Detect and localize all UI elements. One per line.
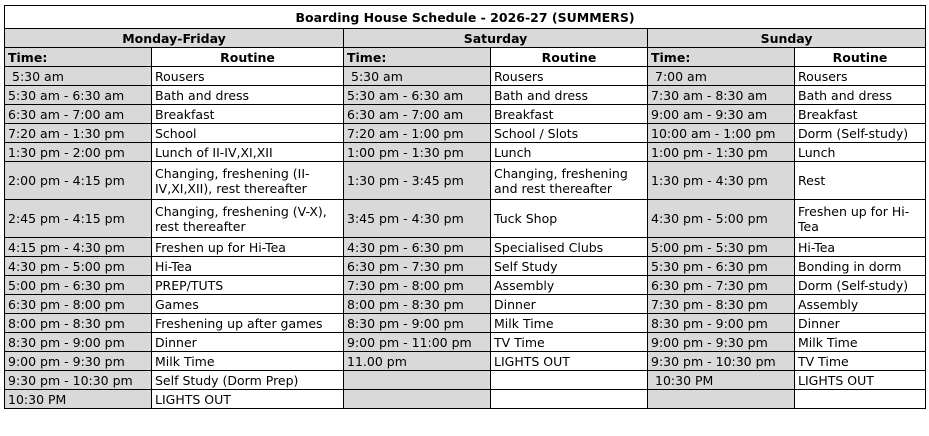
time-cell: 11.00 pm <box>344 352 491 371</box>
time-cell: 9:00 pm - 9:30 pm <box>648 333 795 352</box>
time-cell: 9:00 pm - 11:00 pm <box>344 333 491 352</box>
time-cell: 8:30 pm - 9:00 pm <box>344 314 491 333</box>
schedule-row <box>5 162 926 200</box>
schedule-row <box>5 86 926 105</box>
time-cell: 8:30 pm - 9:00 pm <box>648 314 795 333</box>
time-cell: 5:30 am <box>5 67 152 86</box>
time-cell: 1:00 pm - 1:30 pm <box>344 143 491 162</box>
time-cell <box>648 390 795 409</box>
routine-cell: Dinner <box>491 295 648 314</box>
schedule-row <box>5 257 926 276</box>
time-cell: 7:30 pm - 8:30 pm <box>648 295 795 314</box>
time-cell: 4:15 pm - 4:30 pm <box>5 238 152 257</box>
schedule-row <box>5 105 926 124</box>
routine-cell: Assembly <box>491 276 648 295</box>
column-header-time: Time: <box>5 48 152 67</box>
routine-cell: Dorm (Self-study) <box>795 124 926 143</box>
routine-cell: Self Study <box>491 257 648 276</box>
time-cell: 4:30 pm - 6:30 pm <box>344 238 491 257</box>
schedule-row <box>5 352 926 371</box>
time-cell: 7:30 pm - 8:00 pm <box>344 276 491 295</box>
routine-cell: Rousers <box>491 67 648 86</box>
column-header-time: Time: <box>648 48 795 67</box>
schedule-row <box>5 143 926 162</box>
time-cell: 6:30 pm - 8:00 pm <box>5 295 152 314</box>
time-cell: 6:30 am - 7:00 am <box>344 105 491 124</box>
routine-cell: Lunch <box>491 143 648 162</box>
routine-cell: Milk Time <box>795 333 926 352</box>
time-cell: 2:00 pm - 4:15 pm <box>5 162 152 200</box>
time-cell: 5:30 am <box>344 67 491 86</box>
time-cell: 1:30 pm - 4:30 pm <box>648 162 795 200</box>
time-cell: 4:30 pm - 5:00 pm <box>5 257 152 276</box>
routine-cell: Freshen up for Hi-Tea <box>795 200 926 238</box>
routine-cell: LIGHTS OUT <box>795 371 926 390</box>
schedule-row <box>5 238 926 257</box>
time-cell: 5:00 pm - 6:30 pm <box>5 276 152 295</box>
routine-cell <box>795 390 926 409</box>
routine-cell: Milk Time <box>152 352 344 371</box>
routine-cell: Bath and dress <box>491 86 648 105</box>
column-header-routine: Routine <box>491 48 648 67</box>
column-header-routine: Routine <box>152 48 344 67</box>
time-cell: 8:00 pm - 8:30 pm <box>344 295 491 314</box>
column-header-time: Time: <box>344 48 491 67</box>
routine-cell: Breakfast <box>795 105 926 124</box>
routine-cell: Breakfast <box>491 105 648 124</box>
routine-cell: Lunch <box>795 143 926 162</box>
time-cell: 8:00 pm - 8:30 pm <box>5 314 152 333</box>
schedule-row <box>5 295 926 314</box>
time-cell: 10:30 PM <box>648 371 795 390</box>
routine-cell: LIGHTS OUT <box>491 352 648 371</box>
time-cell: 3:45 pm - 4:30 pm <box>344 200 491 238</box>
routine-cell: Bath and dress <box>795 86 926 105</box>
time-cell: 10:30 PM <box>5 390 152 409</box>
schedule-row <box>5 200 926 238</box>
time-cell: 8:30 pm - 9:00 pm <box>5 333 152 352</box>
routine-cell: Rest <box>795 162 926 200</box>
time-cell <box>344 390 491 409</box>
routine-cell: Freshening up after games <box>152 314 344 333</box>
time-cell: 7:00 am <box>648 67 795 86</box>
time-cell: 5:00 pm - 5:30 pm <box>648 238 795 257</box>
routine-cell: Changing, freshening and rest thereafter <box>491 162 648 200</box>
routine-cell: Changing, freshening (II-IV,XI,XII), rest thereafter <box>152 162 344 200</box>
time-cell: 1:30 pm - 2:00 pm <box>5 143 152 162</box>
time-cell: 6:30 am - 7:00 am <box>5 105 152 124</box>
time-cell: 7:20 am - 1:30 pm <box>5 124 152 143</box>
time-cell: 6:30 pm - 7:30 pm <box>648 276 795 295</box>
routine-cell: Dinner <box>795 314 926 333</box>
routine-cell: Breakfast <box>152 105 344 124</box>
routine-cell: Bonding in dorm <box>795 257 926 276</box>
routine-cell: PREP/TUTS <box>152 276 344 295</box>
schedule-row <box>5 314 926 333</box>
schedule-row <box>5 276 926 295</box>
routine-cell: Tuck Shop <box>491 200 648 238</box>
routine-cell: TV Time <box>795 352 926 371</box>
time-cell: 4:30 pm - 5:00 pm <box>648 200 795 238</box>
routine-cell: Hi-Tea <box>795 238 926 257</box>
time-cell <box>344 371 491 390</box>
schedule-row <box>5 124 926 143</box>
day-header-monday-friday: Monday-Friday <box>5 29 344 48</box>
schedule-row <box>5 390 926 409</box>
column-header-routine: Routine <box>795 48 926 67</box>
routine-cell: Lunch of II-IV,XI,XII <box>152 143 344 162</box>
routine-cell: Assembly <box>795 295 926 314</box>
time-cell: 9:00 am - 9:30 am <box>648 105 795 124</box>
time-cell: 1:00 pm - 1:30 pm <box>648 143 795 162</box>
time-cell: 7:20 am - 1:00 pm <box>344 124 491 143</box>
day-header-sunday: Sunday <box>648 29 926 48</box>
time-cell: 5:30 am - 6:30 am <box>5 86 152 105</box>
routine-cell: Games <box>152 295 344 314</box>
routine-cell: LIGHTS OUT <box>152 390 344 409</box>
routine-cell: Rousers <box>795 67 926 86</box>
routine-cell: Dinner <box>152 333 344 352</box>
routine-cell: School / Slots <box>491 124 648 143</box>
time-cell: 9:30 pm - 10:30 pm <box>648 352 795 371</box>
schedule-row <box>5 67 926 86</box>
routine-cell: Bath and dress <box>152 86 344 105</box>
routine-cell <box>491 390 648 409</box>
time-cell: 7:30 am - 8:30 am <box>648 86 795 105</box>
time-cell: 9:00 pm - 9:30 pm <box>5 352 152 371</box>
time-cell: 10:00 am - 1:00 pm <box>648 124 795 143</box>
day-header-saturday: Saturday <box>344 29 648 48</box>
schedule-body <box>5 67 926 409</box>
routine-cell: Changing, freshening (V-X), rest thereafter <box>152 200 344 238</box>
schedule-row <box>5 333 926 352</box>
routine-cell: Hi-Tea <box>152 257 344 276</box>
routine-cell: Rousers <box>152 67 344 86</box>
routine-cell: Specialised Clubs <box>491 238 648 257</box>
schedule-table <box>4 5 926 409</box>
schedule-row <box>5 371 926 390</box>
time-cell: 5:30 am - 6:30 am <box>344 86 491 105</box>
routine-cell: Milk Time <box>491 314 648 333</box>
time-cell: 1:30 pm - 3:45 pm <box>344 162 491 200</box>
time-cell: 5:30 pm - 6:30 pm <box>648 257 795 276</box>
time-cell: 9:30 pm - 10:30 pm <box>5 371 152 390</box>
time-cell: 6:30 pm - 7:30 pm <box>344 257 491 276</box>
routine-cell: Freshen up for Hi-Tea <box>152 238 344 257</box>
routine-cell: Self Study (Dorm Prep) <box>152 371 344 390</box>
routine-cell: TV Time <box>491 333 648 352</box>
routine-cell: Dorm (Self-study) <box>795 276 926 295</box>
schedule-title: Boarding House Schedule - 2026-27 (SUMMERS) <box>5 6 926 29</box>
routine-cell: School <box>152 124 344 143</box>
routine-cell <box>491 371 648 390</box>
time-cell: 2:45 pm - 4:15 pm <box>5 200 152 238</box>
